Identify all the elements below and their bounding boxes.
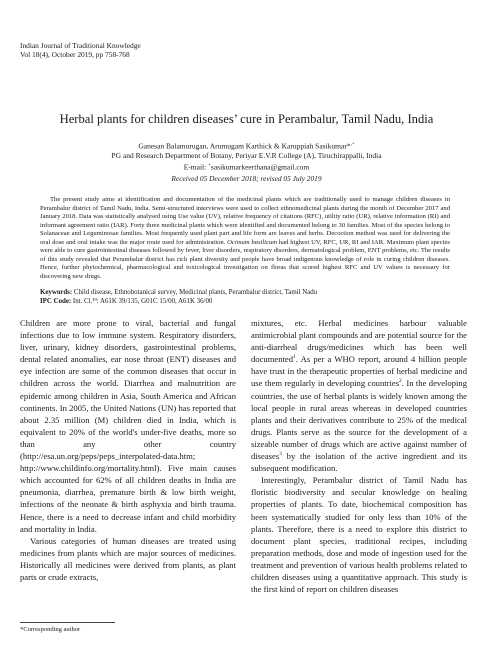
journal-name: Indian Journal of Traditional Knowledge — [20, 41, 141, 50]
body-paragraph: Interestingly, Perambalur district of Tamil Nadu has floristic biodiversity and secular knowledge on healing properties of plants. To date, biochemical composition has been systematically studied for only less than 10% of the plants. Therefore, there is a need to explore this district to document plant species, traditional recipes, including preparation methods, dose and mode of ingestion used for the treatment and prevention of various health problems related to children diseases using a quantitative approach. This study is the first kind of report on children diseases — [251, 475, 467, 595]
body-column-right — [251, 317, 467, 595]
footnote: *Corresponding author — [20, 626, 81, 633]
email-address: sasikumarkeerthana@gmail.com — [210, 162, 310, 172]
received-dates: Received 05 December 2018; revised 05 July 2019 — [171, 174, 322, 183]
author-block — [0, 140, 493, 172]
body-paragraph: Various categories of human diseases are treated using medicines from plants which are major sources of medicines. Historically all medicines were derived from plants, as plant parts or crude extracts, — [20, 535, 236, 582]
abstract: The present study aims at identification and documentation of the medicinal plants which are traditionally used to manage children diseases in Perambalur district of Tamil Nadu, India. Semi-structured interviews were used to collect ethnomedicinal plants during the month of December 2017 and January 2018. Data was statistically analysed using Use value (UV), relative frequency of citations (RFC), utility ratio (UR), relative information (RI) and informant agreement ratio (IAR). Forty three medicinal plants which were identified and documented belong to 30 families. Most of the species belong to Solanaceae and Leguminosae families. Most frequently used plant part and life form are leaves and herbs. Decoction method was used for delivering the oral dose and oral intake was the major route used for administration. Ocimum basilicum had highest UV, RFC, UR, RI and IAR. Maximum plant species were able to cure gastrointestinal diseases followed by fever, liver disorders, respiratory disorders, dermatological problem, ENT problems, etc. The results of this study revealed that Perambalur district has rich plant diversity and people have broad indigenous knowledge of role in curing children diseases. Hence, further phytochemical, pharmacological and toxicological investigation on floras that scored highest RFC and UV values is necessary for discovering new drugs. — [40, 196, 450, 280]
body-paragraph: mixtures, etc. Herbal medicines harbour valuable antimicrobial plant compounds and are potential source for the anti-diarrheal drugs/medicines which has been well documented$^1$. As per a WHO report, around 4 billion people have trust in the therapeutic properties of herbal medicine and use them regularly in developing countries$^2$. In the developing countries, the use of herbal plants is widely known among the local people in rural areas whereas in developed countries plants and their derivatives contribute to 25% of the medical drugs. Plants serve as the source for the development of a sizeable number of drugs which are active against number of diseases$^3$ by the isolation of the active ingredient and its subsequent modification. — [251, 318, 467, 474]
keywords-line: Keywords: Child disease, Ethnobotanical survey, Medicinal plants, Perambalur district, Tamil Nadu — [40, 289, 318, 296]
footnote-divider — [20, 622, 115, 623]
body-paragraph: Children are more prone to viral, bacterial and fungal infections due to low immune system. Respiratory disorders, liver, urinary, kidney disorders, gastrointestinal problems, dental related anomalies, ear nose throat (ENT) diseases and eye infection are some of the common diseases that occur in children across the world. Diarrhea and malnutrition are epidemic among children in Asia, South America and African continents. In 2005, the United Nations (UN) has reported that about 2.35 million (M) children died in India, which is equivalent to 20% of the world's under-five deaths, more so than any other country (http://esa.un.org/peps/peps_interpolated-data.htm; http://www.childinfo.org/mortality.html). Five main causes which accounted for 62% of all children deaths in India are pneumonia, diarrhea, premature birth & low birth weight, infections of the neonate & birth asphyxia and birth trauma. Hence, there is a need to decrease infant and child morbidity and mortality in India. — [20, 318, 236, 534]
affiliation: PG and Research Department of Botany, Periyar E.V.R College (A), Tiruchirappalli, India — [111, 151, 382, 161]
keywords-block — [40, 288, 460, 306]
paper-title: Herbal plants for children diseases’ cure in Perambalur, Tamil Nadu, India — [59, 112, 434, 126]
citation-ref[interactable]: 1 — [293, 354, 296, 361]
journal-volume: Vol 18(4), October 2019, pp 758-768 — [20, 50, 130, 60]
author-names: Ganesan Balamurugan, Arumugam Karthick & Karuppiah Sasikumar*,+ — [138, 141, 355, 151]
journal-header — [20, 41, 141, 59]
citation-ref[interactable]: 2 — [399, 378, 402, 385]
body-column-left — [20, 317, 236, 583]
ipc-code-line: IPC Code: Int. Cl.¹⁹: A61K 39/135, G01C 15/00, A61K 36/00 — [40, 298, 213, 305]
species-name: Ocimum basilicum — [227, 238, 278, 246]
email-line: E-mail: +sasikumarkeerthana@gmail.com — [183, 162, 310, 172]
author-mark: ,+ — [350, 142, 355, 147]
citation-ref[interactable]: 3 — [279, 451, 282, 458]
email-mark: + — [208, 163, 211, 169]
